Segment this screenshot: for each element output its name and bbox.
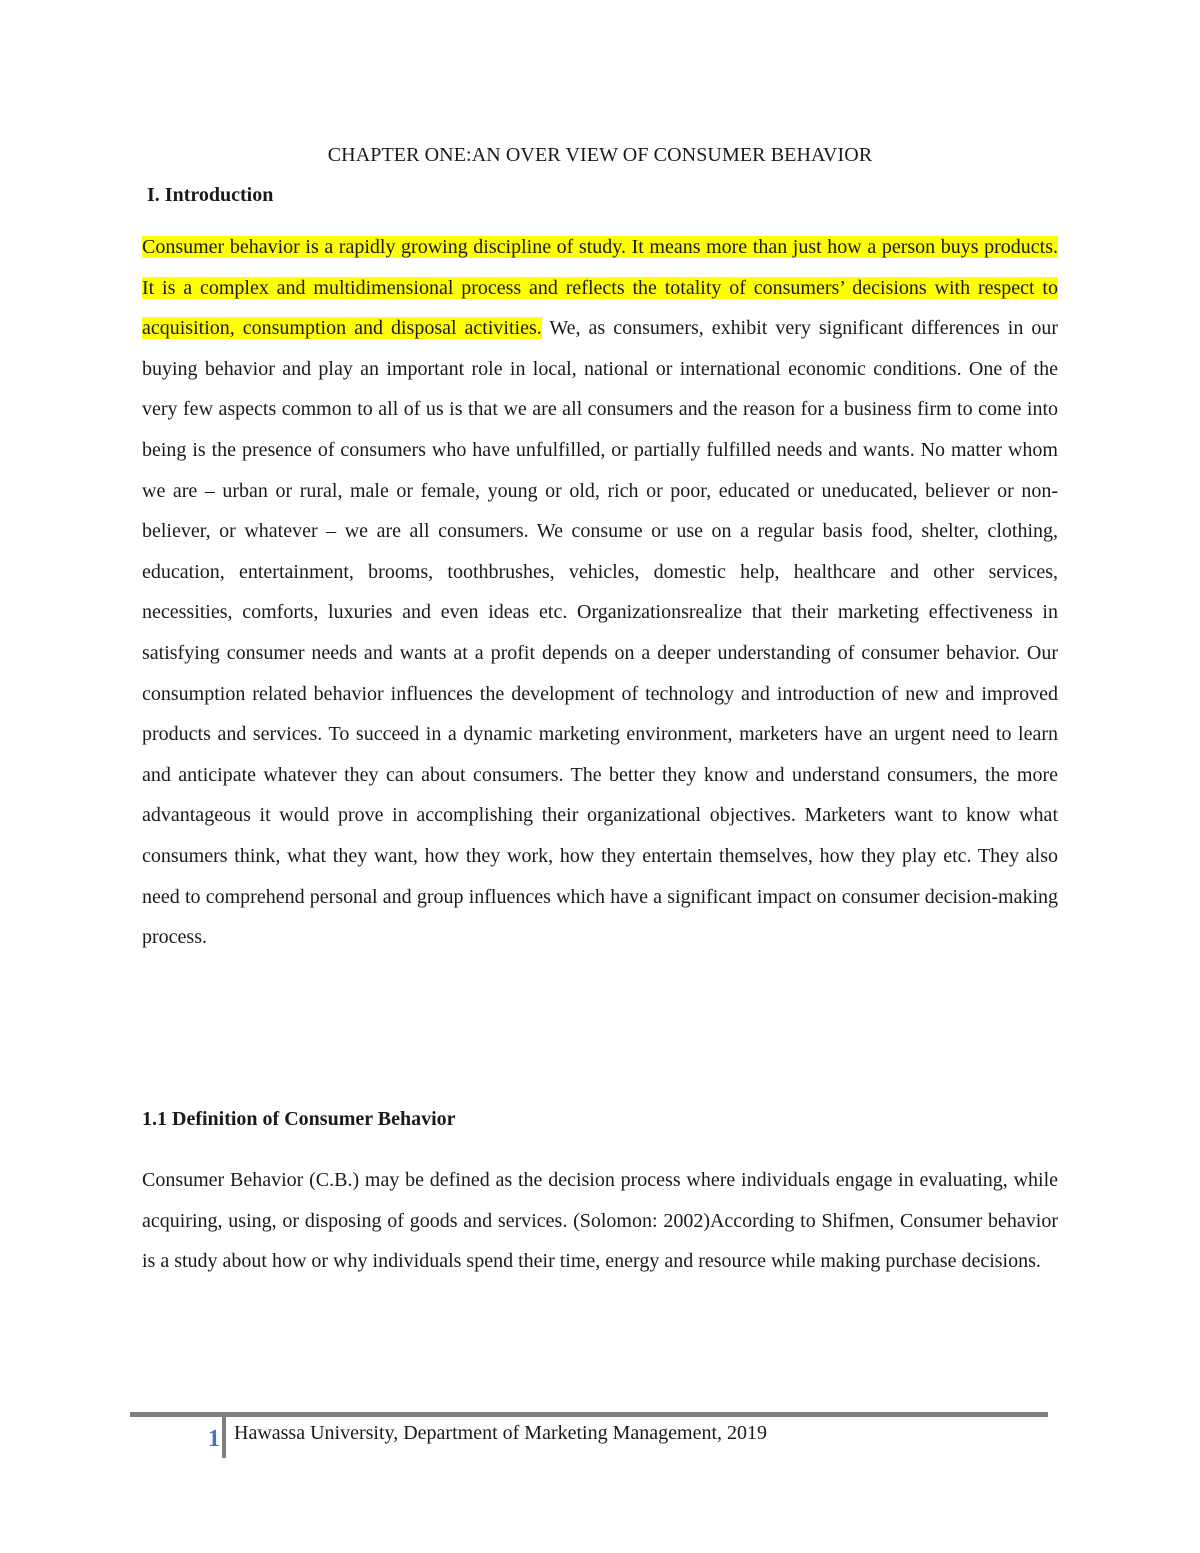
footer-divider: [130, 1412, 1048, 1417]
paragraph-text: We, as consumers, exhibit very significant differences in our buying behavior and play an important role in local, national or international economic conditions. One of the very few aspects common to all of us is that we are all consumers and the reason for a business firm to come into being is the presence of consumers who have unfulfilled, or partially fulfilled needs and wants. No matter whom we are – urban or rural, male or female, young or old, rich or poor, educated or uneducated, believer or non-believer, or whatever – we are all consumers. We consume or use on a regular basis food, shelter, clothing, education, entertainment, brooms, toothbrushes, vehicles, domestic help, healthcare and other services, necessities, comforts, luxuries and even ideas etc. Organizationsrealize that their marketing effectiveness in satisfying consumer needs and wants at a profit depends on a deeper understanding of consumer behavior. Our consumption related behavior influences the development of technology and introduction of new and improved products and services. To succeed in a dynamic marketing environment, marketers have an urgent need to learn and anticipate whatever they can about consumers. The better they know and understand consumers, the more advantageous it would prove in accomplishing their organizational objectives. Marketers want to know what consumers think, what they want, how they work, how they entertain themselves, how they play etc. They also need to comprehend personal and group influences which have a significant impact on consumer decision-making process.: [142, 317, 1058, 949]
introduction-paragraph: [142, 227, 1058, 958]
highlighted-text: Consumer behavior is a rapidly growing discipline of study. It means more than just how a person buys products. It is a complex and multidimensional process and reflects the totality of consumers’ decisions with respect to acquisition, consumption and disposal activities.: [142, 236, 1058, 340]
page-number: 1: [208, 1426, 220, 1452]
chapter-title: CHAPTER ONE:AN OVER VIEW OF CONSUMER BEHAVIOR: [327, 144, 873, 166]
footer-vertical-divider: [222, 1416, 226, 1458]
definition-paragraph: Consumer Behavior (C.B.) may be defined as the decision process where individuals engage in evaluating, while acquiring, using, or disposing of goods and services. (Solomon: 2002)According to Shifmen, Consumer behavior is a study about how or why individuals spend their time, energy and resource while making purchase decisions.: [142, 1169, 1058, 1273]
introduction-heading: I. Introduction: [147, 184, 274, 206]
page-footer: [130, 1412, 1050, 1462]
footer-text: Hawassa University, Department of Marketing Management, 2019: [234, 1422, 767, 1444]
definition-heading: 1.1 Definition of Consumer Behavior: [142, 1108, 456, 1130]
